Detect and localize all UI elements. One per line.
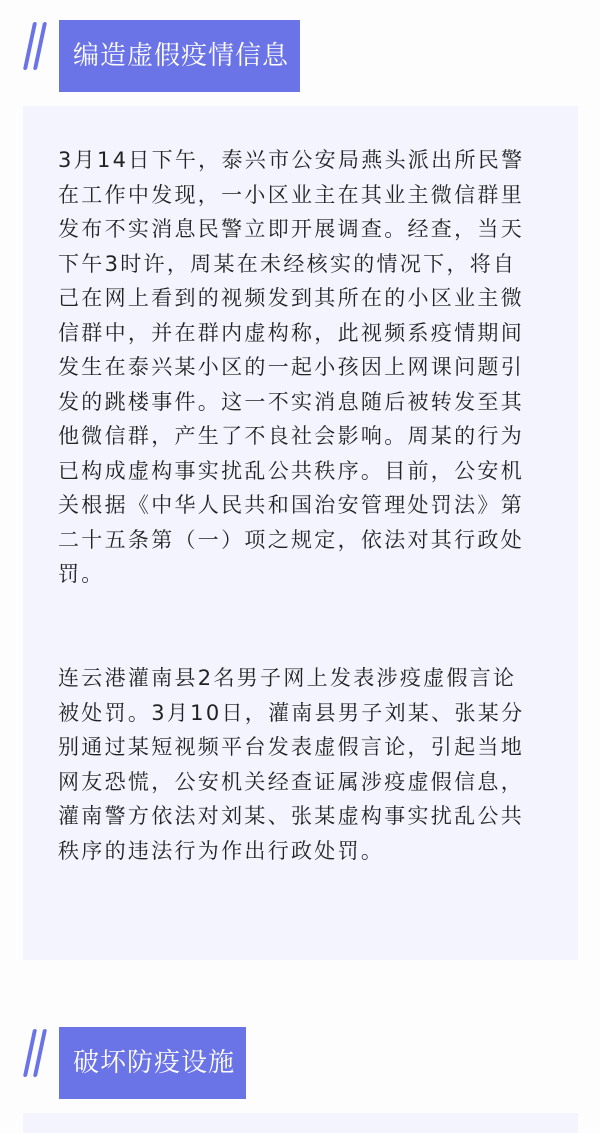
text-line: 网友恐慌，公安机关经查证属涉疫虚假信息， [58, 769, 524, 794]
section-divider-icon [22, 22, 48, 72]
paragraph [58, 661, 524, 868]
text-line: 被处罚。3月10日，灌南县男子刘某、张某分 [58, 700, 525, 725]
text-line: 别通过某短视频平台发表虚假言论，引起当地 [58, 735, 524, 759]
text-line: 灌南警方依法对刘某、张某虚构事实扰乱公共 [58, 804, 524, 828]
section-title: 编造虚假疫情信息 [59, 20, 300, 92]
section-title: 破坏防疫设施 [59, 1027, 246, 1099]
text-line: 罚。 [58, 562, 105, 586]
content-card [23, 1113, 578, 1133]
text-line: 关根据《中华人民共和国治安管理处罚法》第 [58, 493, 524, 517]
paragraph [58, 143, 524, 592]
text-line: 发生在泰兴某小区的一起小孩因上网课问题引 [58, 355, 524, 379]
text-line: 3月14日下午，泰兴市公安局燕头派出所民警 [58, 148, 525, 172]
text-line: 已构成虚构事实扰乱公共秩序。目前，公安机 [58, 458, 524, 483]
section-divider-icon [22, 1029, 48, 1079]
text-line: 连云港灌南县2名男子网上发表涉疫虚假言论 [58, 666, 517, 690]
text-line: 他微信群，产生了不良社会影响。周某的行为 [58, 424, 524, 448]
text-line: 二十五条第（一）项之规定，依法对其行政处 [58, 527, 524, 552]
text-line: 发的跳楼事件。这一不实消息随后被转发至其 [58, 389, 524, 414]
text-line: 己在网上看到的视频发到其所在的小区业主微 [58, 286, 524, 310]
text-line: 在工作中发现，一小区业主在其业主微信群里 [58, 182, 524, 207]
text-line: 下午3时许，周某在未经核实的情况下，将自 [58, 251, 517, 276]
text-line: 发布不实消息民警立即开展调查。经查，当天 [58, 217, 524, 241]
text-line: 信群中，并在群内虚构称，此视频系疫情期间 [58, 320, 524, 345]
text-line: 秩序的违法行为作出行政处罚。 [58, 838, 385, 863]
content-card [23, 106, 578, 960]
